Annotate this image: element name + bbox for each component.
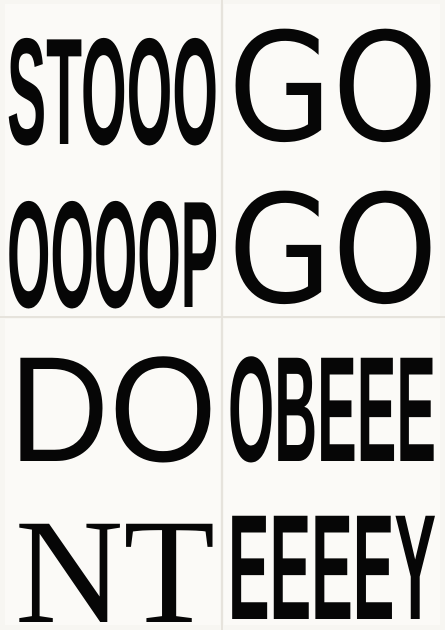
stop-line-1: STOOO <box>7 7 218 177</box>
stop-line-2: OOOOP <box>7 170 218 316</box>
panel-go <box>224 4 440 316</box>
obey-line-1: OBEEE <box>228 325 436 493</box>
panel-dont-art <box>5 319 220 625</box>
panel-stop <box>5 4 220 316</box>
dont-line-2: NT <box>15 489 216 625</box>
vertical-divider <box>221 0 223 630</box>
go-line-1: GO <box>228 4 438 176</box>
panel-obey-art <box>224 319 440 625</box>
panel-dont <box>5 319 220 625</box>
horizontal-divider <box>0 316 445 318</box>
panel-stop-art <box>5 4 220 316</box>
panel-obey <box>224 319 440 625</box>
obey-line-2: EEEEY <box>228 483 436 625</box>
panel-go-art <box>224 4 440 316</box>
go-line-2: GO <box>228 164 438 316</box>
dont-line-1: DO <box>9 325 217 493</box>
